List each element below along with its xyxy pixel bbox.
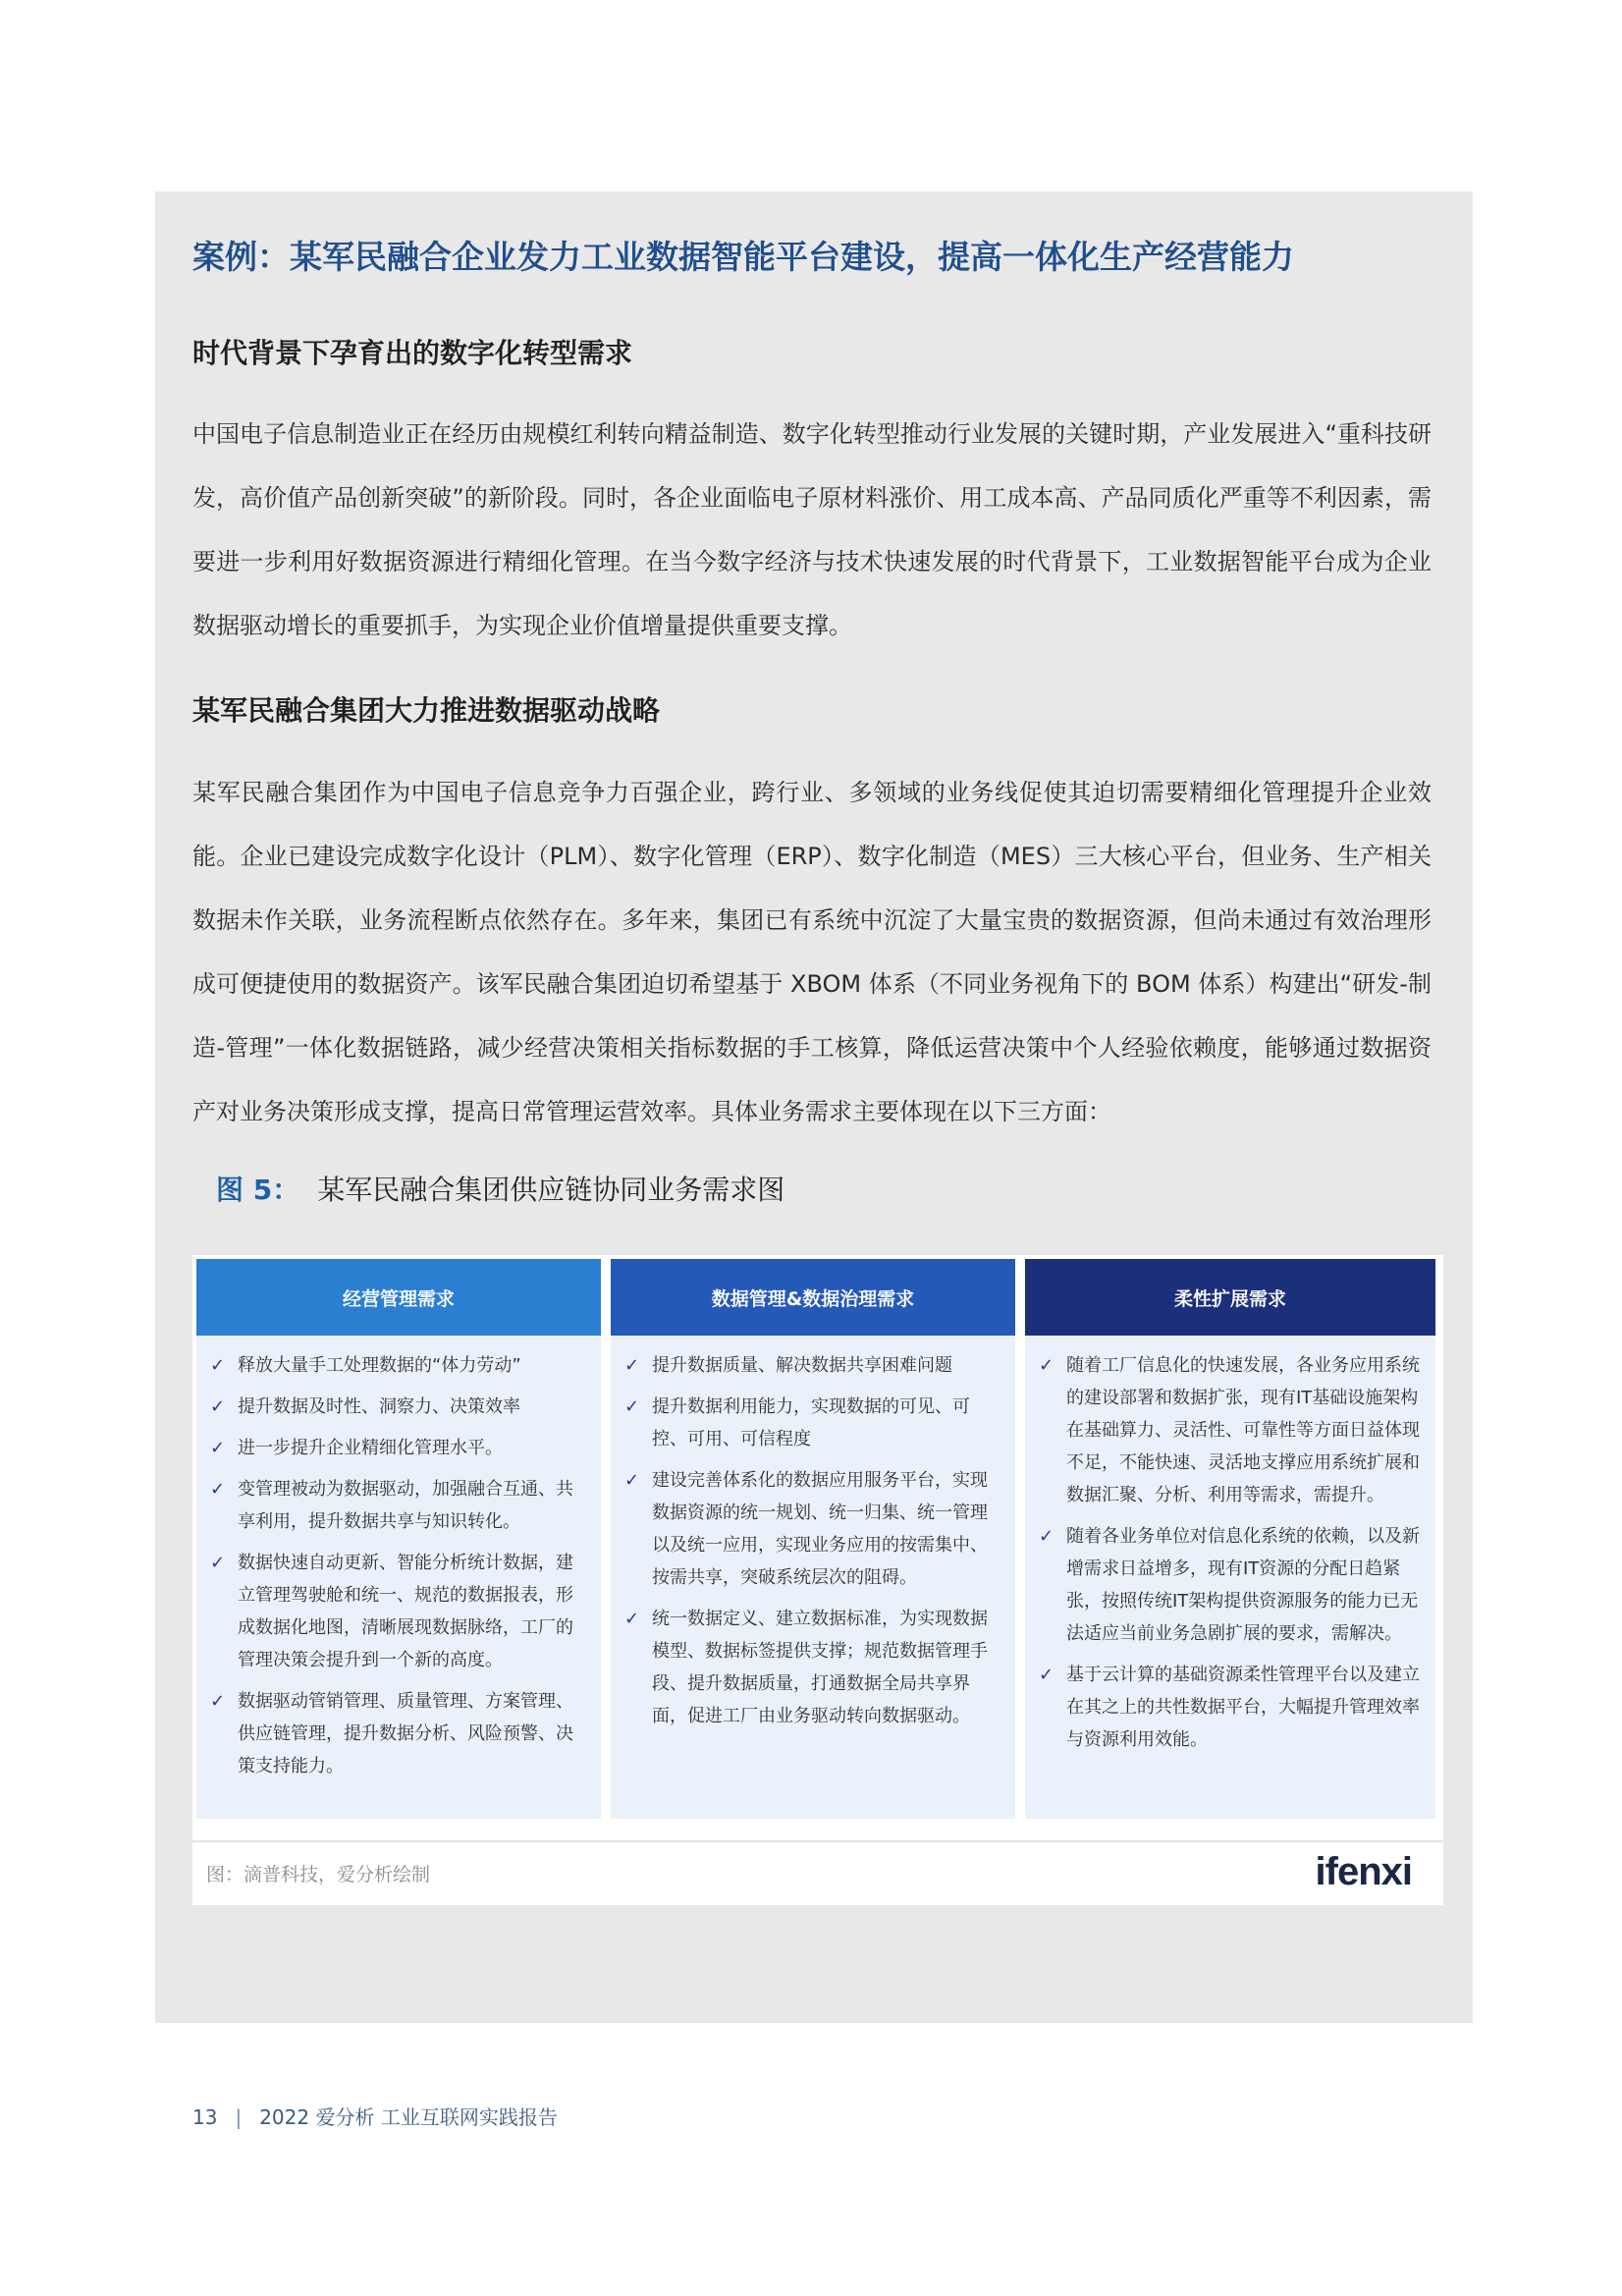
figure-caption (216, 1169, 784, 1208)
check-icon: ✓ (1039, 1355, 1054, 1376)
list-item: ✓ 提升数据利用能力，实现数据的可见、可控、可用、可信程度 (624, 1391, 1001, 1455)
list-item: ✓ 随着工厂信息化的快速发展，各业务应用系统的建设部署和数据扩张，现有IT基础设施架构在基础算力、灵活性、可靠性等方面日益体现不足，不能快速、灵活地支撑应用系统扩展和数据汇聚、分析、利用等需求，需提升。 (1039, 1349, 1422, 1511)
section-heading: 时代背景下孕育出的数字化转型需求 (192, 337, 633, 369)
figure-panel (192, 1255, 1443, 1905)
figure-source: 图：滴普科技，爱分析绘制 (206, 1864, 431, 1886)
check-icon: ✓ (624, 1355, 640, 1376)
list-item: ✓ 统一数据定义、建立数据标准，为实现数据模型、数据标签提供支撑；规范数据管理手段、提升数据质量，打通数据全局共享界面，促进工厂由业务驱动转向数据驱动。 (624, 1603, 1001, 1732)
requirement-column (1025, 1259, 1435, 1819)
check-icon: ✓ (624, 1470, 640, 1491)
requirement-list (1025, 1336, 1435, 1756)
section-paragraph: 中国电子信息制造业正在经历由规模红利转向精益制造、数字化转型推动行业发展的关键时期，产业发展进入“重科技研发，高价值产品创新突破”的新阶段。同时，各企业面临电子原材料涨价、用工成本高、产品同质化严重等不利因素，需要进一步利用好数据资源进行精细化管理。在当今数字经济与技术快速发展的时代背景下，工业数据智能平台成为企业数据驱动增长的重要抓手，为实现企业价值增量提供重要支撑。 (192, 420, 1432, 639)
check-icon: ✓ (210, 1355, 226, 1376)
section-heading: 某军民融合集团大力推进数据驱动战略 (192, 694, 661, 727)
figure-title: 某军民融合集团供应链协同业务需求图 (317, 1174, 785, 1206)
list-item: ✓ 基于云计算的基础资源柔性管理平台以及建立在其之上的共性数据平台，大幅提升管理效率与资源利用效能。 (1039, 1659, 1422, 1756)
requirement-column (196, 1259, 601, 1819)
check-icon: ✓ (1039, 1526, 1054, 1547)
ifenxi-logo: ifenxi (1315, 1850, 1412, 1893)
case-title: 案例：某军民融合企业发力工业数据智能平台建设，提高一体化生产经营能力 (192, 238, 1294, 276)
requirement-list (196, 1336, 601, 1782)
list-item: ✓ 进一步提升企业精细化管理水平。 (210, 1432, 587, 1464)
column-header: 经营管理需求 (196, 1259, 601, 1336)
check-icon: ✓ (210, 1438, 226, 1458)
list-item: ✓ 数据快速自动更新、智能分析统计数据，建立管理驾驶舱和统一、规范的数据报表，形成数据化地图，清晰展现数据脉络，工厂的管理决策会提升到一个新的高度。 (210, 1547, 587, 1676)
list-item: ✓ 提升数据质量、解决数据共享困难问题 (624, 1349, 1001, 1382)
report-title: 2022 爱分析 工业互联网实践报告 (259, 2105, 558, 2129)
requirement-list (611, 1336, 1015, 1732)
page-footer (192, 2102, 558, 2130)
figure-divider (192, 1840, 1443, 1842)
check-icon: ✓ (1039, 1665, 1054, 1685)
check-icon: ✓ (624, 1396, 640, 1417)
section-paragraph: 某军民融合集团作为中国电子信息竞争力百强企业，跨行业、多领域的业务线促使其迫切需要精细化管理提升企业效能。企业已建设完成数字化设计（PLM）、数字化管理（ERP）、数字化制造（MES）三大核心平台，但业务、生产相关数据未作关联，业务流程断点依然存在。多年来，集团已有系统中沉淀了大量宝贵的数据资源，但尚未通过有效治理形成可便捷使用的数据资产。该军民融合集团迫切希望基于 XBOM 体系（不同业务视角下的 BOM 体系）构建出“研发-制造-管理”一体化数据链路，减少经营决策相关指标数据的手工核算，降低运营决策中个人经验依赖度，能够通过数据资产对业务决策形成支撑，提高日常管理运营效率。具体业务需求主要体现在以下三方面： (192, 779, 1432, 1125)
check-icon: ✓ (210, 1479, 226, 1500)
column-header: 柔性扩展需求 (1025, 1259, 1435, 1336)
check-icon: ✓ (624, 1609, 640, 1629)
list-item: ✓ 变管理被动为数据驱动，加强融合互通、共享利用，提升数据共享与知识转化。 (210, 1473, 587, 1538)
list-item: ✓ 释放大量手工处理数据的“体力劳动” (210, 1349, 587, 1382)
check-icon: ✓ (210, 1691, 226, 1712)
page-number: 13 (192, 2105, 218, 2129)
check-icon: ✓ (210, 1396, 226, 1417)
figure-number: 图 5： (216, 1174, 300, 1206)
list-item: ✓ 建设完善体系化的数据应用服务平台，实现数据资源的统一规划、统一归集、统一管理以及统一应用，实现业务应用的按需集中、按需共享，突破系统层次的阻碍。 (624, 1464, 1001, 1594)
check-icon: ✓ (210, 1553, 226, 1573)
list-item: ✓ 提升数据及时性、洞察力、决策效率 (210, 1391, 587, 1423)
footer-separator: | (235, 2105, 243, 2129)
column-header: 数据管理&数据治理需求 (611, 1259, 1015, 1336)
requirement-column (611, 1259, 1015, 1819)
list-item: ✓ 数据驱动管销管理、质量管理、方案管理、供应链管理，提升数据分析、风险预警、决策支持能力。 (210, 1685, 587, 1782)
list-item: ✓ 随着各业务单位对信息化系统的依赖，以及新增需求日益增多，现有IT资源的分配日趋紧张，按照传统IT架构提供资源服务的能力已无法适应当前业务急剧扩展的要求，需解决。 (1039, 1520, 1422, 1650)
